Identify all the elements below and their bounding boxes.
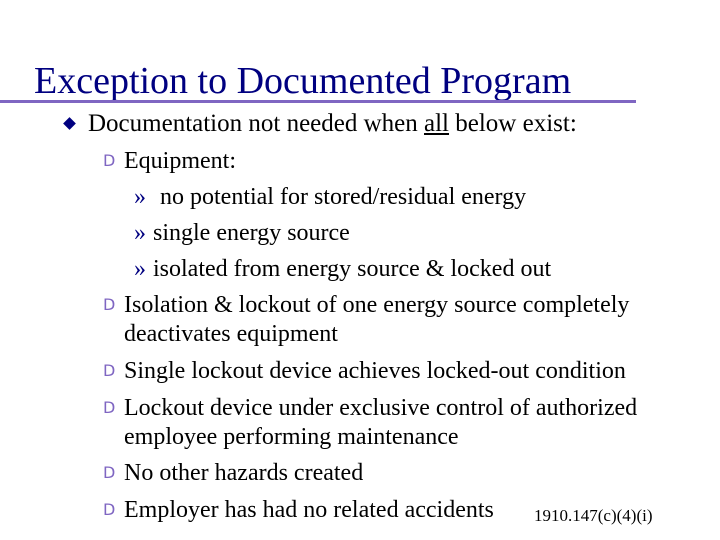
- d-bullet-icon: D: [103, 398, 116, 417]
- regulation-citation: 1910.147(c)(4)(i): [534, 506, 653, 525]
- slide-title: Exception to Documented Program: [34, 60, 572, 102]
- list-item-continuation: employee performing maintenance: [124, 424, 459, 450]
- list-item: No other hazards created: [124, 460, 364, 486]
- raquo-bullet-icon: »: [134, 184, 146, 210]
- intro-text-after: below exist:: [449, 110, 577, 137]
- raquo-bullet-icon: »: [134, 220, 146, 246]
- raquo-bullet-icon: »: [134, 256, 146, 282]
- list-item: Single lockout device achieves locked-out condition: [124, 358, 626, 384]
- intro-line: [88, 110, 577, 138]
- list-item-sub: no potential for stored/residual energy: [160, 184, 527, 210]
- list-item: Employer has had no related accidents: [124, 497, 494, 523]
- d-bullet-icon: D: [103, 500, 116, 519]
- d-bullet-icon: D: [103, 361, 116, 380]
- intro-emphasis: all: [424, 110, 450, 137]
- list-item-sub: single energy source: [153, 220, 350, 246]
- title-divider: [0, 100, 636, 103]
- list-item-continuation: deactivates equipment: [124, 321, 338, 347]
- d-bullet-icon: D: [103, 295, 116, 314]
- diamond-bullet-icon: [63, 117, 76, 130]
- list-item-sub: isolated from energy source & locked out: [153, 256, 552, 282]
- list-item: Lockout device under exclusive control of authorized: [124, 395, 638, 421]
- intro-text-before: Documentation not needed when: [88, 110, 425, 137]
- list-item: Isolation & lockout of one energy source completely: [124, 292, 630, 318]
- list-item-equipment: Equipment:: [124, 148, 236, 174]
- d-bullet-icon: D: [103, 151, 116, 170]
- d-bullet-icon: D: [103, 463, 116, 482]
